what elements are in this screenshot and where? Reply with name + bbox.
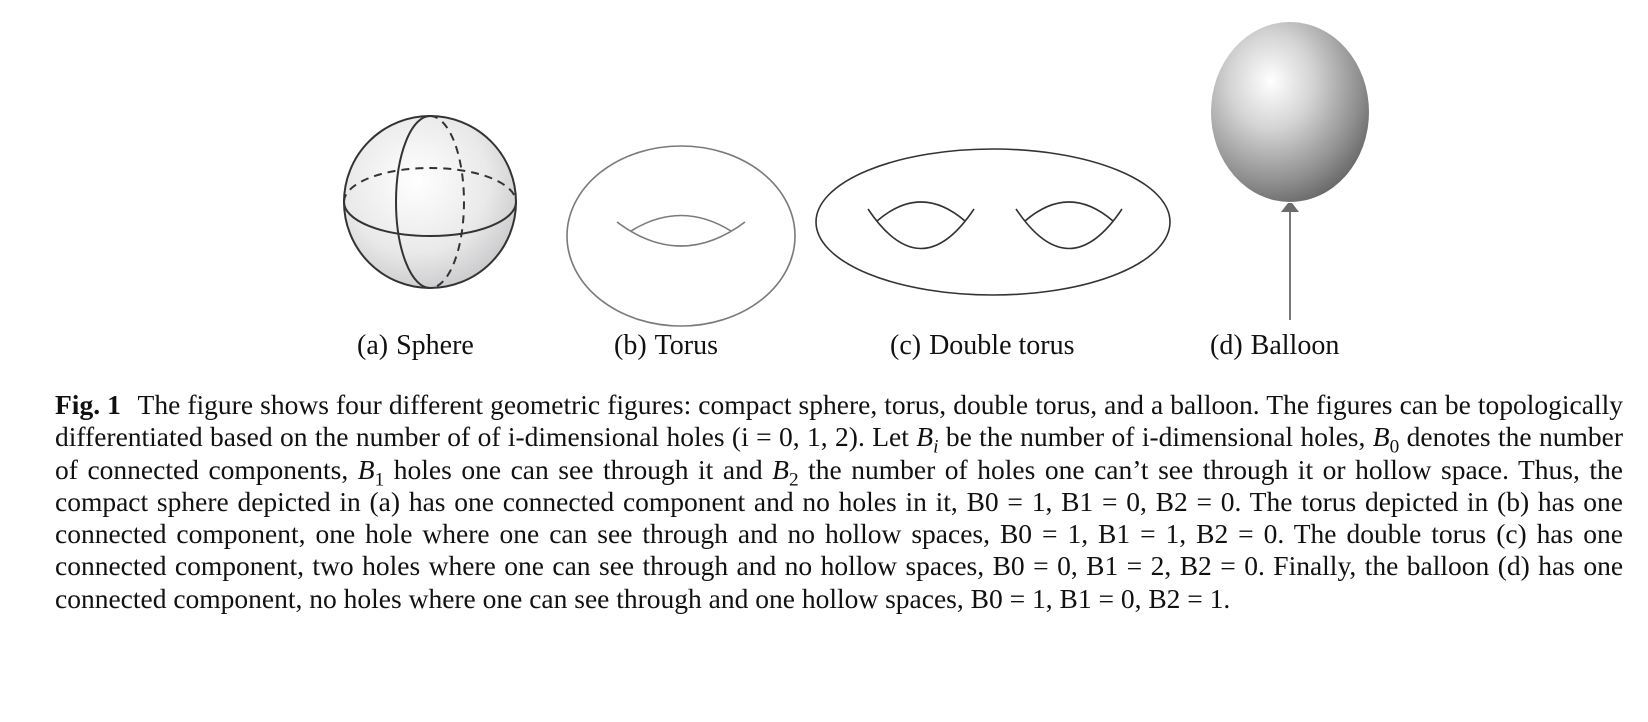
equation-d: B0 = 1, B1 = 0, B2 = 1.	[970, 582, 1231, 614]
caption-sentence-4: Thus, the compact sphere depicted in (a) has one connected component and no holes in it,	[55, 453, 1624, 517]
caption-paragraph: Fig. 1 The figure shows four different geometric figures: compact sphere, torus, double torus, and a balloon. The figures can be topologically differentiated based on the number of of i-dimensional holes (i = 0, 1, 2). Let $B_i$ be the number of i-dimensional holes, $B_0$ denotes the number of connected components, $B_1$ holes one can see through it and $B_2$ the number of holes one can’t see through it or hollow space. Thus, the compact sphere depicted in (a) has one connected component and no holes in it, B0 = 1, B1 = 0, B2 = 0. The torus depicted in (b) has one connected component, one hole where one can see through and no hollow spaces, B0 = 1, B1 = 1, B2 = 0. The double torus (c) has one connected component, two holes where one can see through and no hollow spaces, B0 = 0, B1 = 2, B2 = 0. Finally, the balloon (d) has one connected component, no holes where one can see through and one hollow spaces, B0 = 1, B1 = 0, B2 = 1.	[55, 389, 1624, 614]
equation-c: B0 = 0, B1 = 2, B2 = 0.	[992, 550, 1265, 582]
figure-number: Fig. 1	[55, 389, 121, 420]
torus-drawing	[567, 146, 795, 326]
caption-sentence-6: The double torus (c) has one connected component, two holes where one can see through and no hollow spaces,	[55, 518, 1623, 582]
equation-b: B0 = 1, B1 = 1, B2 = 0.	[999, 518, 1285, 550]
subfigure-label-d: (d) Balloon	[1210, 330, 1340, 361]
subfigure-label-b: (b) Torus	[614, 330, 719, 361]
equation-a: B0 = 1, B1 = 0, B2 = 0.	[966, 485, 1242, 517]
sphere-drawing	[344, 116, 516, 288]
caption-sentence-5: The torus depicted in (b) has one connected component, one hole where one can see through and no hollow spaces,	[55, 485, 1623, 550]
subfigure-label-c: (c) Double torus	[890, 330, 1075, 361]
balloon-drawing	[1211, 22, 1369, 320]
caption-sentence-2: The figures can be topologically differentiated based on the number of of i-dimensional holes (i = 0, 1, 2).	[55, 389, 1623, 453]
figure-caption	[55, 389, 1623, 615]
double-torus-drawing	[816, 149, 1170, 295]
caption-sentence-7: Finally, the balloon (d) has one connected component, no holes where one can see through and one hollow spaces,	[55, 550, 1624, 614]
subfigure-label-a: (a) Sphere	[357, 330, 474, 361]
caption-sentence-1: The figure shows four different geometric figures: compact sphere, torus, double torus, and a balloon.	[137, 389, 1260, 420]
